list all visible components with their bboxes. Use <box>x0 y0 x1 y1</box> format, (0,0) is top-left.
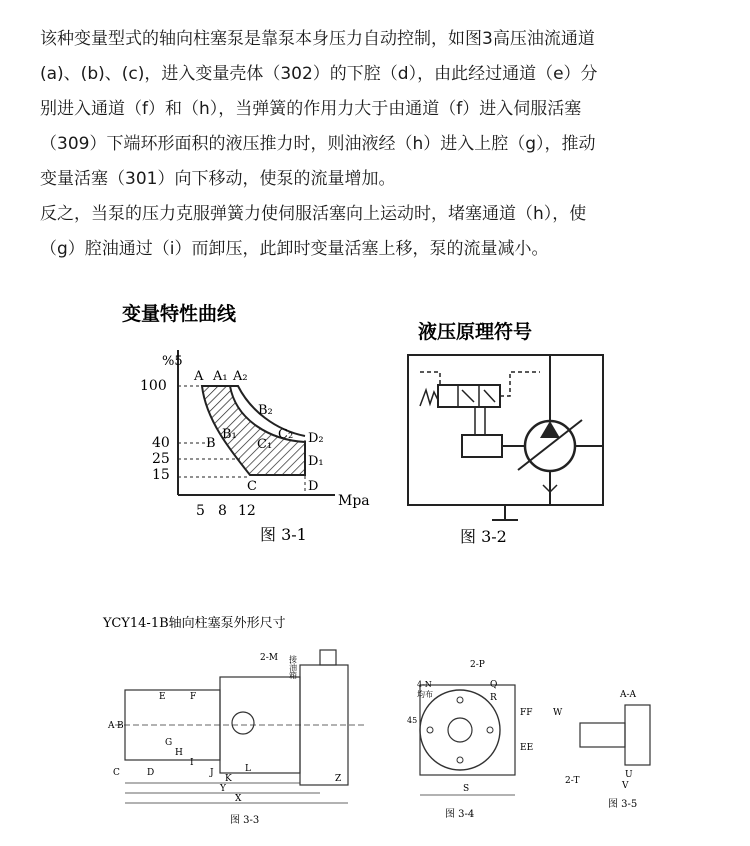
dim-l-label: L <box>245 764 251 774</box>
label-b2: B₂ <box>258 403 273 418</box>
label-d1: D₁ <box>308 454 324 469</box>
dim-e-label: E <box>159 692 166 702</box>
dim-y-label: Y <box>220 784 226 794</box>
bolt-hole-2 <box>457 757 463 763</box>
label-d2: D₂ <box>308 431 324 446</box>
dim-h-label: H <box>175 748 183 758</box>
end-flange <box>420 690 500 770</box>
x-unit-label: Mpa <box>338 493 370 509</box>
paragraph-1-line-5: 变量活塞（301）向下移动，使泵的流量增加。 <box>40 169 396 189</box>
label-c: C <box>247 479 257 494</box>
dim-r-label: R <box>490 693 497 703</box>
dim-2p-label: 2-P <box>470 660 485 670</box>
dim-x-label: X <box>235 794 242 804</box>
x-tick-8: 8 <box>218 503 227 519</box>
drawings-title: YCY14-1B轴向柱塞泵外形尺寸 <box>103 616 286 631</box>
y-tick-25: 25 <box>152 451 170 467</box>
label-a2: A₂ <box>233 369 248 384</box>
bolt-note: 4-N <box>417 680 432 689</box>
x-tick-12: 12 <box>238 503 256 519</box>
outer-frame <box>408 355 603 505</box>
actuator-cylinder <box>462 435 502 457</box>
label-a: A <box>194 369 204 384</box>
dim-i-label: I <box>190 758 194 768</box>
port-circle <box>232 712 254 734</box>
figure-3-5-caption: 图 3-5 <box>608 799 638 810</box>
figure-3-1-chart <box>110 290 380 550</box>
dim-ee-label: EE <box>520 743 534 753</box>
figure-3-3-caption: 图 3-3 <box>230 815 260 826</box>
figure-3-3 <box>107 650 365 826</box>
dim-j-label: J <box>210 768 214 778</box>
label-d: D <box>308 479 319 494</box>
oil-tank-note: 接油箱 <box>288 655 298 679</box>
paragraph-1 <box>40 22 720 197</box>
paragraph-1-line-3: 别进入通道（f）和（h），当弹簧的作用力大于由通道（f）进入伺服活塞 <box>40 99 582 119</box>
figure-3-4 <box>407 660 533 820</box>
bolt-hole-1 <box>457 697 463 703</box>
label-c1: C₁ <box>257 437 273 452</box>
figure-3-2-caption: 图 3-2 <box>460 527 507 546</box>
x-tick-5: 5 <box>196 503 205 519</box>
y-tick-15: 15 <box>152 467 170 483</box>
end-bore <box>448 718 472 742</box>
figure-3-2-symbol <box>400 310 620 550</box>
y-unit-label: %5 <box>162 354 183 369</box>
label-b: B <box>206 436 216 451</box>
dim-f-label: F <box>190 692 197 702</box>
dim-2m-label: 2-M <box>260 653 278 663</box>
symbol-title: 液压原理符号 <box>418 321 533 343</box>
label-b1: B₁ <box>222 427 237 442</box>
paragraph-1-line-1: 该种变量型式的轴向柱塞泵是靠泵本身压力自动控制，如图3高压油流通道 <box>40 29 595 49</box>
dim-c-label: C <box>113 768 120 778</box>
bolt-note-2: 均布 <box>417 690 433 699</box>
label-a1: A₁ <box>213 369 228 384</box>
shaft-body <box>580 723 625 747</box>
control-line <box>475 407 485 435</box>
dim-u-label: U <box>625 770 633 780</box>
y-tick-40: 40 <box>152 435 170 451</box>
dim-w-label: W <box>553 708 563 718</box>
dim-ff-label: FF <box>520 708 533 718</box>
paragraph-2-line-2: （g）腔油通过（i）而卸压，此卸时变量活塞上移，泵的流量减小。 <box>40 239 549 259</box>
section-label: A-A <box>620 690 637 700</box>
drawings-area <box>95 605 735 840</box>
dim-q-label: Q <box>490 680 498 690</box>
paragraph-2-line-1: 反之，当泵的压力克服弹簧力使伺服活塞向上运动时，堵塞通道（h），使 <box>40 204 587 224</box>
paragraph-2 <box>40 197 720 267</box>
pump-cap <box>320 650 336 665</box>
figure-3-1-caption: 图 3-1 <box>260 525 307 544</box>
dim-2t-label: 2-T <box>565 776 580 786</box>
dim-g-label: G <box>165 738 173 748</box>
bolt-hole-4 <box>487 727 493 733</box>
valve-spring-icon <box>420 390 438 406</box>
dim-v-label: V <box>622 781 629 791</box>
figure-3-4-caption: 图 3-4 <box>445 809 475 820</box>
dim-b-label: B <box>117 721 124 731</box>
figure-3-5 <box>553 690 650 810</box>
dim-z-label: Z <box>335 774 342 784</box>
dim-k-label: K <box>225 774 232 784</box>
bolt-hole-3 <box>427 727 433 733</box>
label-c2: C₂ <box>278 427 294 442</box>
dim-a-label: A <box>108 721 115 731</box>
paragraph-1-line-2: (a)、(b)、(c)，进入变量壳体（302）的下腔（d），由此经过通道（e）分 <box>40 64 598 84</box>
dim-s-label: S <box>463 784 470 794</box>
angle-label: 45 <box>407 716 418 725</box>
dim-d-label: D <box>147 768 155 778</box>
y-tick-100: 100 <box>140 378 167 394</box>
shaft-end <box>625 705 650 765</box>
chart-title: 变量特性曲线 <box>122 303 237 325</box>
paragraph-1-line-4: （309）下端环形面积的液压推力时，则油液经（h）进入上腔（g），推动 <box>40 134 596 154</box>
